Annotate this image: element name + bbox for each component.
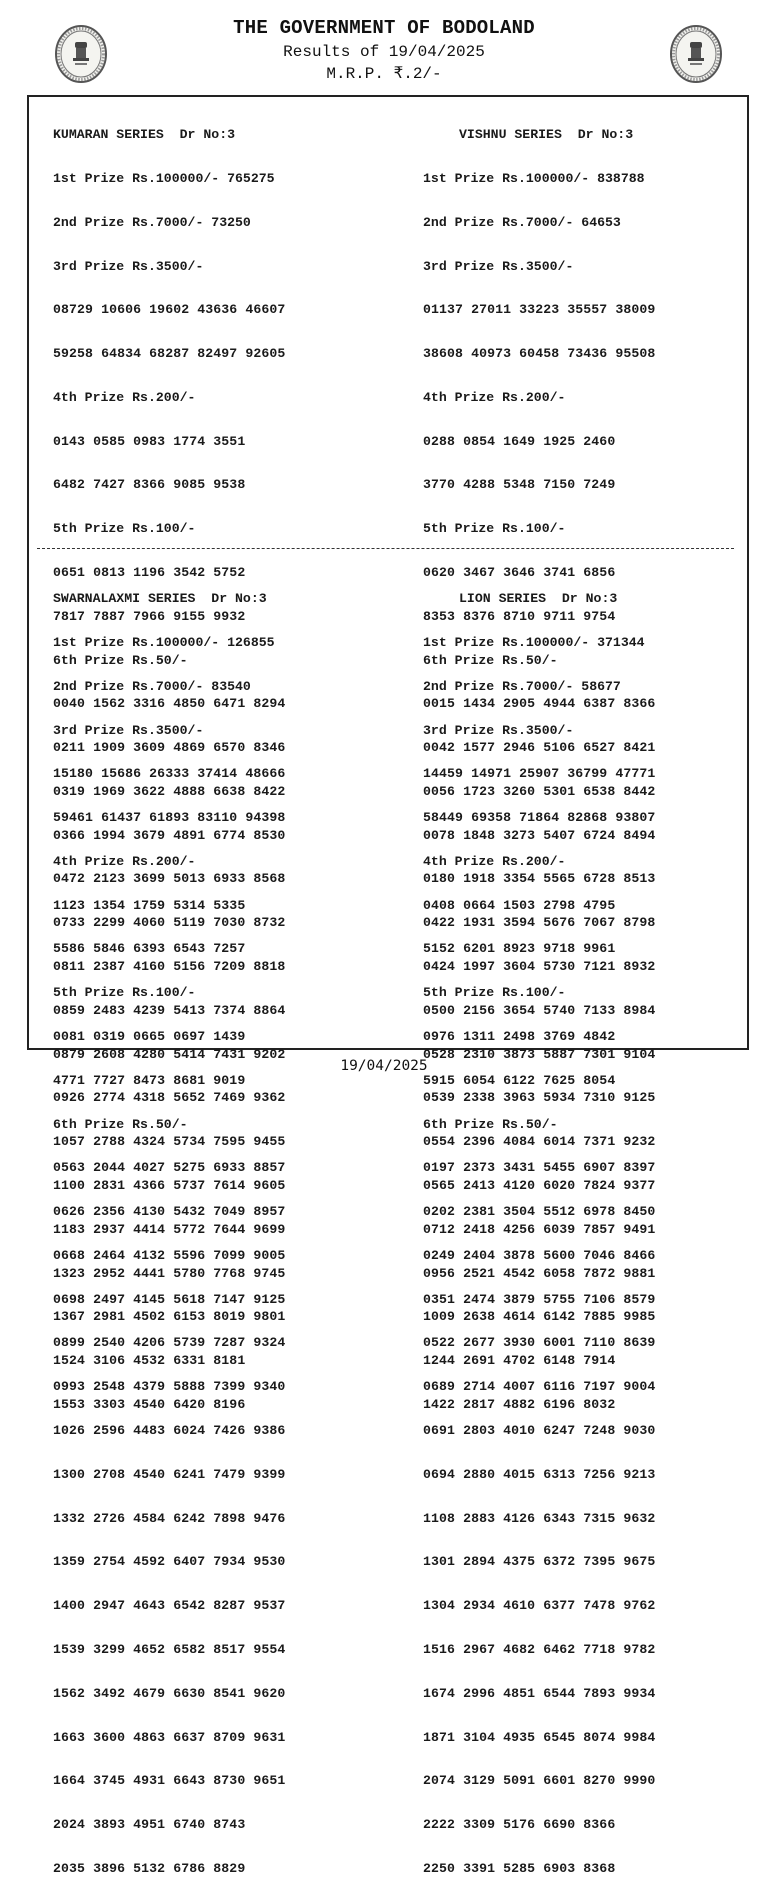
sixth-prize-row: 0040 1562 3316 4850 6471 8294 [53,696,286,712]
sixth-prize-row: 0319 1969 3622 4888 6638 8422 [53,783,286,799]
sixth-prize-row: 0689 2714 4007 6116 7197 9004 [423,1379,656,1395]
third-prize-row: 14459 14971 25907 36799 47771 [423,766,656,782]
sixth-prize-row: 0528 2310 3873 5887 7301 9104 [423,1046,656,1062]
sixth-prize-row: 0899 2540 4206 5739 7287 9324 [53,1335,286,1351]
sixth-prize-row: 1244 2691 4702 6148 7914 [423,1353,616,1369]
sixth-prize-row: 1400 2947 4643 6542 8287 9537 [53,1598,286,1614]
sixth-prize-row: 0472 2123 3699 5013 6933 8568 [53,871,286,887]
sixth-prize-row: 0926 2774 4318 5652 7469 9362 [53,1090,286,1106]
fifth-prize-row: 8353 8376 8710 9711 9754 [423,608,616,624]
page-title: THE GOVERNMENT OF BODOLAND [233,17,535,39]
fifth-prize-row: 4771 7727 8473 8681 9019 [53,1072,246,1088]
sixth-prize-row: 2250 3391 5285 6903 8368 [423,1860,616,1876]
sixth-prize-row: 0626 2356 4130 5432 7049 8957 [53,1204,286,1220]
third-prize-row: 01137 27011 33223 35557 38009 [423,302,656,318]
fifth-prize-label: 5th Prize Rs.100/- [423,985,566,1001]
sixth-prize-row: 0351 2474 3879 5755 7106 8579 [423,1291,656,1307]
fifth-prize-label: 5th Prize Rs.100/- [53,521,196,537]
third-prize-row: 59258 64834 68287 82497 92605 [53,346,286,362]
fourth-prize-row: 0288 0854 1649 1925 2460 [423,433,616,449]
sixth-prize-row: 0180 1918 3354 5565 6728 8513 [423,871,656,887]
third-prize-label: 3rd Prize Rs.3500/- [423,258,574,274]
sixth-prize-label: 6th Prize Rs.50/- [423,652,558,668]
second-prize: 2nd Prize Rs.7000/- 64653 [423,214,621,230]
sixth-prize-row: 1108 2883 4126 6343 7315 9632 [423,1510,656,1526]
sixth-prize-row: 0698 2497 4145 5618 7147 9125 [53,1291,286,1307]
sixth-prize-row: 1664 3745 4931 6643 8730 9651 [53,1773,286,1789]
third-prize-row: 59461 61437 61893 83110 94398 [53,810,286,826]
fourth-prize-row: 1123 1354 1759 5314 5335 [53,897,246,913]
first-prize: 1st Prize Rs.100000/- 126855 [53,634,275,650]
sixth-prize-row: 0565 2413 4120 6020 7824 9377 [423,1177,656,1193]
sixth-prize-row: 1553 3303 4540 6420 8196 [53,1396,246,1412]
fifth-prize-row: 5915 6054 6122 7625 8054 [423,1072,616,1088]
sixth-prize-row: 1304 2934 4610 6377 7478 9762 [423,1598,656,1614]
fourth-prize-label: 4th Prize Rs.200/- [53,389,196,405]
sixth-prize-row: 1674 2996 4851 6544 7893 9934 [423,1685,656,1701]
results-date: Results of 19/04/2025 [283,43,485,61]
second-prize: 2nd Prize Rs.7000/- 83540 [53,678,251,694]
sixth-prize-row: 0993 2548 4379 5888 7399 9340 [53,1379,286,1395]
fourth-prize-row: 6482 7427 8366 9085 9538 [53,477,246,493]
sixth-prize-row: 0694 2880 4015 6313 7256 9213 [423,1466,656,1482]
fourth-prize-label: 4th Prize Rs.200/- [423,853,566,869]
third-prize-label: 3rd Prize Rs.3500/- [423,722,574,738]
sixth-prize-row: 1332 2726 4584 6242 7898 9476 [53,1510,286,1526]
sixth-prize-row: 0211 1909 3609 4869 6570 8346 [53,740,286,756]
series-lion [423,563,655,1891]
series-divider [37,548,734,549]
fourth-prize-label: 4th Prize Rs.200/- [423,389,566,405]
sixth-prize-row: 2222 3309 5176 6690 8366 [423,1817,616,1833]
fourth-prize-row: 0143 0585 0983 1774 3551 [53,433,246,449]
sixth-prize-row: 1100 2831 4366 5737 7614 9605 [53,1177,286,1193]
sixth-prize-row: 1026 2596 4483 6024 7426 9386 [53,1423,286,1439]
footer-date: 19/04/2025 [340,1058,428,1074]
sixth-prize-row: 1663 3600 4863 6637 8709 9631 [53,1729,286,1745]
fourth-prize-row: 5586 5846 6393 6543 7257 [53,941,246,957]
sixth-prize-row: 0539 2338 3963 5934 7310 9125 [423,1090,656,1106]
third-prize-label: 3rd Prize Rs.3500/- [53,722,204,738]
fourth-prize-row: 5152 6201 8923 9718 9961 [423,941,616,957]
sixth-prize-row: 1300 2708 4540 6241 7479 9399 [53,1466,286,1482]
third-prize-row: 15180 15686 26333 37414 48666 [53,766,286,782]
series-swarnalaxmi [53,563,285,1891]
sixth-prize-row: 1009 2638 4614 6142 7885 9985 [423,1309,656,1325]
sixth-prize-row: 0879 2608 4280 5414 7431 9202 [53,1046,286,1062]
sixth-prize-row: 0500 2156 3654 5740 7133 8984 [423,1002,656,1018]
third-prize-row: 08729 10606 19602 43636 46607 [53,302,286,318]
mrp-price: M.R.P. ₹.2/- [326,65,442,83]
first-prize: 1st Prize Rs.100000/- 371344 [423,634,645,650]
second-prize: 2nd Prize Rs.7000/- 73250 [53,214,251,230]
fifth-prize-row: 0976 1311 2498 3769 4842 [423,1029,616,1044]
sixth-prize-row: 2024 3893 4951 6740 8743 [53,1817,246,1833]
sixth-prize-row: 0424 1997 3604 5730 7121 8932 [423,959,656,975]
sixth-prize-row: 1057 2788 4324 5734 7595 9455 [53,1134,286,1150]
sixth-prize-row: 0563 2044 4027 5275 6933 8857 [53,1160,286,1176]
third-prize-row: 38608 40973 60458 73436 95508 [423,346,656,362]
sixth-prize-row: 0202 2381 3504 5512 6978 8450 [423,1204,656,1220]
sixth-prize-row: 0522 2677 3930 6001 7110 8639 [423,1335,656,1351]
sixth-prize-row: 2074 3129 5091 6601 8270 9990 [423,1773,656,1789]
first-prize: 1st Prize Rs.100000/- 765275 [53,170,275,186]
fifth-prize-row: 0081 0319 0665 0697 1439 [53,1029,246,1044]
sixth-prize-label: 6th Prize Rs.50/- [53,1116,188,1132]
series-heading: KUMARAN SERIES Dr No:3 [53,127,236,143]
page-header [0,0,768,92]
fourth-prize-row: 3770 4288 5348 7150 7249 [423,477,616,493]
emblem-logo-right [668,23,724,85]
fifth-prize-label: 5th Prize Rs.100/- [53,985,196,1001]
sixth-prize-row: 0078 1848 3273 5407 6724 8494 [423,827,656,843]
sixth-prize-row: 1367 2981 4502 6153 8019 9801 [53,1309,286,1325]
fifth-prize-row: 7817 7887 7966 9155 9932 [53,608,246,624]
fifth-prize-row: 0651 0813 1196 3542 5752 [53,565,246,580]
sixth-prize-row: 1871 3104 4935 6545 8074 9984 [423,1729,656,1745]
sixth-prize-row: 0366 1994 3679 4891 6774 8530 [53,827,286,843]
sixth-prize-row: 0811 2387 4160 5156 7209 8818 [53,959,286,975]
sixth-prize-row: 0956 2521 4542 6058 7872 9881 [423,1265,656,1281]
sixth-prize-row: 1562 3492 4679 6630 8541 9620 [53,1685,286,1701]
sixth-prize-row: 0042 1577 2946 5106 6527 8421 [423,740,656,756]
fifth-prize-label: 5th Prize Rs.100/- [423,521,566,537]
sixth-prize-row: 1359 2754 4592 6407 7934 9530 [53,1554,286,1570]
sixth-prize-row: 0015 1434 2905 4944 6387 8366 [423,696,656,712]
sixth-prize-row: 1323 2952 4441 5780 7768 9745 [53,1265,286,1281]
series-heading: VISHNU SERIES Dr No:3 [459,127,634,143]
sixth-prize-row: 0859 2483 4239 5413 7374 8864 [53,1002,286,1018]
sixth-prize-row: 1183 2937 4414 5772 7644 9699 [53,1221,286,1237]
fourth-prize-row: 0408 0664 1503 2798 4795 [423,897,616,913]
series-heading: LION SERIES Dr No:3 [459,591,618,607]
sixth-prize-row: 0056 1723 3260 5301 6538 8442 [423,783,656,799]
sixth-prize-row: 0249 2404 3878 5600 7046 8466 [423,1247,656,1263]
sixth-prize-row: 2035 3896 5132 6786 8829 [53,1860,246,1876]
sixth-prize-label: 6th Prize Rs.50/- [423,1116,558,1132]
sixth-prize-row: 1422 2817 4882 6196 8032 [423,1396,616,1412]
sixth-prize-row: 1524 3106 4532 6331 8181 [53,1353,246,1369]
sixth-prize-row: 1301 2894 4375 6372 7395 9675 [423,1554,656,1570]
sixth-prize-label: 6th Prize Rs.50/- [53,652,188,668]
sixth-prize-row: 1516 2967 4682 6462 7718 9782 [423,1641,656,1657]
fifth-prize-row: 0620 3467 3646 3741 6856 [423,565,616,580]
first-prize: 1st Prize Rs.100000/- 838788 [423,170,645,186]
series-heading: SWARNALAXMI SERIES Dr No:3 [53,591,267,607]
third-prize-row: 58449 69358 71864 82868 93807 [423,810,656,826]
sixth-prize-row: 0691 2803 4010 6247 7248 9030 [423,1423,656,1439]
third-prize-label: 3rd Prize Rs.3500/- [53,258,204,274]
sixth-prize-row: 0733 2299 4060 5119 7030 8732 [53,915,286,931]
second-prize: 2nd Prize Rs.7000/- 58677 [423,678,621,694]
fourth-prize-label: 4th Prize Rs.200/- [53,853,196,869]
sixth-prize-row: 0668 2464 4132 5596 7099 9005 [53,1247,286,1263]
sixth-prize-row: 1539 3299 4652 6582 8517 9554 [53,1641,286,1657]
sixth-prize-row: 0422 1931 3594 5676 7067 8798 [423,915,656,931]
sixth-prize-row: 0197 2373 3431 5455 6907 8397 [423,1160,656,1176]
sixth-prize-row: 0712 2418 4256 6039 7857 9491 [423,1221,656,1237]
sixth-prize-row: 0554 2396 4084 6014 7371 9232 [423,1134,656,1150]
